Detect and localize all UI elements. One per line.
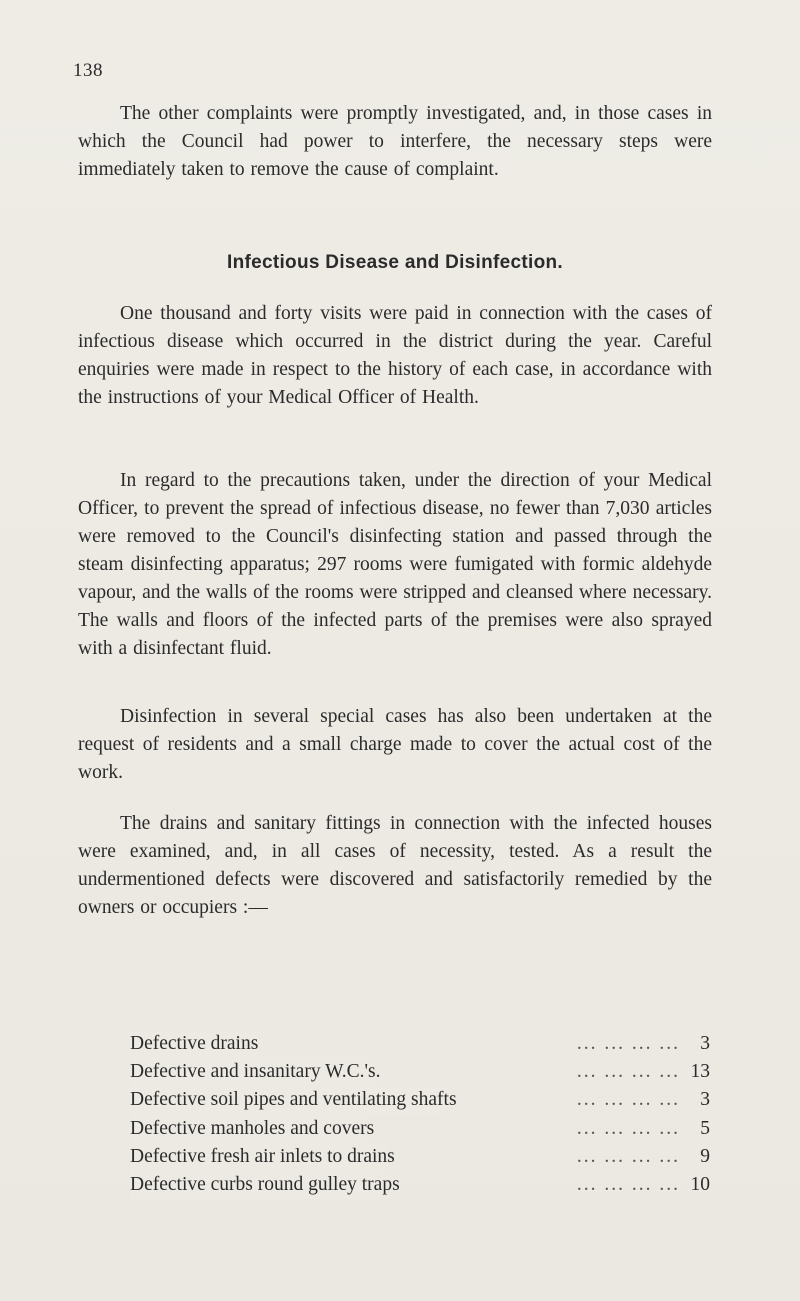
defect-row — [130, 1086, 720, 1114]
defect-label: Defective curbs round gulley traps — [130, 1171, 410, 1199]
dot-leader: ... ... ... ... — [576, 1173, 680, 1195]
paragraph-complaints: The other complaints were promptly investigated, and, in those cases in which the Council had power to interfere, the necessary steps were immediately taken to remove the cause of complaint. — [78, 103, 712, 180]
dot-leader: ... ... ... ... — [576, 1033, 680, 1054]
dot-leader: ... ... ... ... — [576, 1145, 680, 1167]
defect-label: Defective manholes and covers — [130, 1115, 384, 1143]
defect-count: 3 — [700, 1089, 710, 1111]
page-number: 138 — [73, 60, 103, 81]
dot-leader: ... ... ... ... — [576, 1117, 680, 1139]
defect-row — [130, 1115, 720, 1143]
defect-count: 10 — [690, 1173, 710, 1195]
defect-label: Defective drains — [130, 1030, 268, 1058]
defect-label: Defective and insanitary W.C.'s. — [130, 1058, 390, 1086]
defect-count: 3 — [700, 1033, 710, 1054]
defect-label: Defective soil pipes and ventilating shafts — [130, 1086, 467, 1114]
defects-list — [130, 1030, 720, 1199]
defect-row — [130, 1058, 720, 1086]
defect-row — [130, 1171, 720, 1199]
dot-leader: ... ... ... ... — [576, 1061, 680, 1083]
defect-count: 9 — [700, 1145, 710, 1167]
defect-row — [130, 1143, 720, 1171]
dot-leader: ... ... ... ... — [576, 1089, 680, 1111]
paragraph-precautions: In regard to the precautions taken, under the direction of your Medical Officer, to prevent the spread of infectious disease, no fewer than 7,030 articles were removed to the Council's disinfecting station and passed through the steam disinfecting apparatus; 297 rooms were fumigated with formic aldehyde vapour, and the walls of the rooms were stripped and cleansed where necessary. The walls and floors of the infected parts of the premises were also sprayed with a disinfectant fluid. — [78, 470, 712, 659]
paragraph-drains: The drains and sanitary fittings in connection with the infected houses were examined, and, in all cases of necessity, tested. As a result the undermentioned defects were discovered and satisfactorily remedied by the owners or occupiers :— — [78, 813, 712, 918]
section-heading: Infectious Disease and Disinfection. — [227, 252, 563, 273]
defect-row — [130, 1030, 720, 1058]
paragraph-visits: One thousand and forty visits were paid in connection with the cases of infectious disease which occurred in the district during the year. Careful enquiries were made in respect to the history of each case, in accordance with the instructions of your Medical Officer of Health. — [78, 303, 712, 408]
defect-label: Defective fresh air inlets to drains — [130, 1143, 405, 1171]
paragraph-special-cases: Disinfection in several special cases has also been undertaken at the request of residents and a small charge made to cover the actual cost of the work. — [78, 706, 712, 783]
defect-count: 5 — [700, 1117, 710, 1139]
defect-count: 13 — [690, 1061, 710, 1083]
